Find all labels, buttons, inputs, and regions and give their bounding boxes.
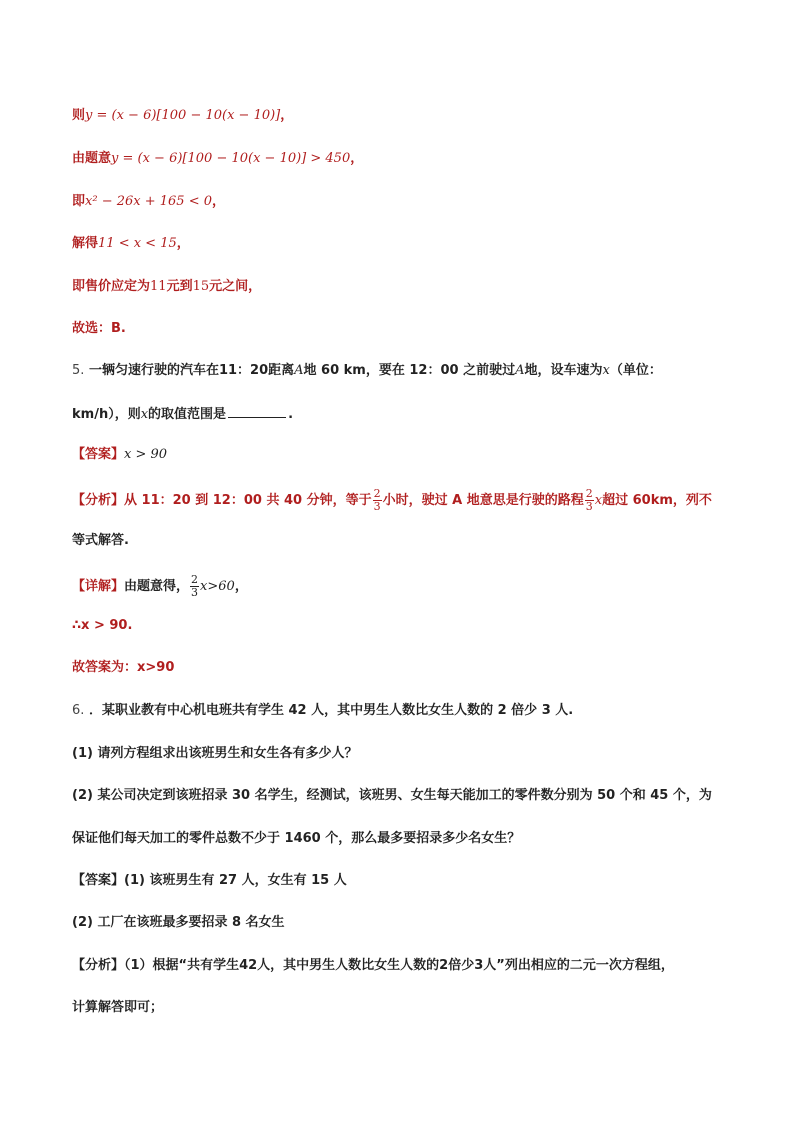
solution-line-price: 即售价应定为11元到15元之间，	[72, 279, 262, 294]
solution-line-quadratic: 即x² − 26x + 165 < 0，	[72, 194, 226, 209]
question-6-part-2-line-1: (2) 某公司决定到该班招录 30 名学生，经测试，该班男、女生每天能加工的零件数分别为 50 个和 45 个，为	[72, 788, 712, 803]
question-number: 5.	[72, 363, 85, 378]
solution-line-function: 则y = (x − 6)[100 − 10(x − 10)]，	[72, 108, 294, 123]
answer-label: 【答案】	[72, 447, 125, 462]
answer-6-line-2: (2) 工厂在该班最多要招录 8 名女生	[72, 915, 285, 930]
analysis-6-line-2: 计算解答即可；	[72, 1000, 164, 1015]
solution-range: 11 < x < 15	[98, 236, 177, 251]
question-6-part-1: (1) 请列方程组求出该班男生和女生各有多少人？	[72, 746, 358, 761]
final-answer-5: 故答案为：x>90	[72, 660, 175, 675]
inequality-expression: y = (x − 6)[100 − 10(x − 10)] > 450	[111, 151, 351, 166]
answer-6-line-1: 【答案】(1) 该班男生有 27 人，女生有 15 人	[72, 873, 347, 888]
fraction-two-thirds: $\frac{2}{3}$	[585, 487, 593, 513]
question-6-stem: 6. ．某职业教有中心机电班共有学生 42 人，其中男生人数比女生人数的 2 倍少 3 人.	[72, 703, 574, 718]
question-5-line-2: km/h），则x的取值范围是 .	[72, 407, 294, 422]
analysis-6-line-1: 【分析】（1）根据“共有学生42人，其中男生人数比女生人数的2倍少3人”列出相应的二元一次方程组，	[72, 958, 674, 973]
detail-5: 【详解】由题意得， $\frac{2}{3}$ x>60，	[72, 573, 248, 599]
answer-5	[72, 446, 167, 464]
question-6-part-2-line-2: 保证他们每天加工的零件总数不少于 1460 个，那么最多要招录多少名女生？	[72, 831, 521, 846]
answer-blank	[228, 405, 286, 418]
solution-line-choice: 故选：B.	[72, 321, 126, 336]
function-expression: y = (x − 6)[100 − 10(x − 10)]	[85, 108, 281, 123]
solution-line-solve: 解得11 < x < 15，	[72, 236, 190, 251]
quadratic-expression: x² − 26x + 165 < 0	[85, 194, 212, 209]
question-number: 6.	[72, 703, 85, 718]
answer-expression: x > 90	[124, 447, 168, 462]
fraction-two-thirds: $\frac{2}{3}$	[373, 487, 381, 513]
solution-line-inequality: 由题意y = (x − 6)[100 − 10(x − 10)] > 450，	[72, 151, 364, 166]
fraction-two-thirds: $\frac{2}{3}$	[191, 573, 199, 599]
question-5-line-1: 5. 一辆匀速行驶的汽车在11：20距离A地 60 km，要在 12：00 之前驶过A地，设车速为x（单位：	[72, 363, 662, 378]
analysis-5-line-2: 等式解答.	[72, 533, 129, 548]
analysis-5-line-1: 【分析】从 11：20 到 12：00 共 40 分钟，等于 $\frac{2}{3}$ 小时，驶过 A 地意思是行驶的路程 $\frac{2}{3}$ x超过 60km，列不	[72, 487, 712, 513]
therefore-line: ∴x > 90.	[72, 618, 133, 633]
detail-label: 【详解】	[72, 579, 125, 594]
